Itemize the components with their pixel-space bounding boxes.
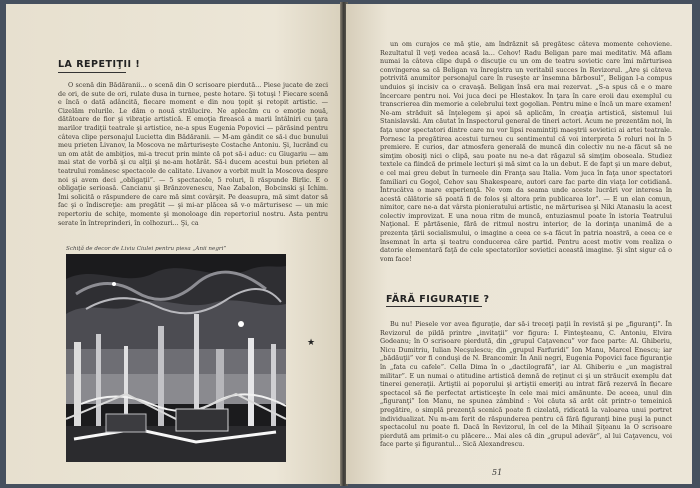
- right-body-text-bottom: [380, 320, 672, 452]
- page-number: 51: [492, 468, 503, 477]
- left-body-text: [58, 81, 328, 244]
- illustration-caption: Schiţă de decor de Liviu Ciulei pentru piesa „Anii negri”: [66, 246, 227, 252]
- right-body-text-top: [380, 40, 672, 272]
- right-body-paragraph-bottom: Bu nu! Piesele vor avea figuraţie, dar să-i treceţi paţii în revistă şi pe „figuranţi”. În Revizorul de pildă printre „invitaţii” vor figura: I. Finteşteanu, C. Antoniu, Elvira Godeanu; în O scrisoare pierdută, din „grupul Caţavencu” vor face parte: Al. Ghiberiu, Nicu Dumitriu, Iulian Necşulescu; din „grupul Farfuridi” Ion Manu, Marcel Enescu; iar „bădăuţii” vor fi conduşi de N. Brancomir. În Anii negri, Eugenia Popovici face figuranţie în „fata cu cafele”. Cella Dima în o „dactilografă”, iar Al. Ghiberiu e „un magistral militar”. E un numai o atitudine artistică demnă de reţinut ci şi un străucit exemplu dat tinerei generaţii. Artiştii ai poporului şi artiştii emeriţi au intrat fără rezervă în fiecare spectacol să fie perfectat artisticeşte în cele mai mici amănunte. De aceea, unul din „figuranţi” Ion Manu, ne spunea zâmbind : Voi căuta să arăt cât printr-o temeinică pregătire, o simplă prezenţă scenică poate fi cizelată, ridicată la valoarea unui portret individualizat. Nu m-am ferit de răspunderea pentru că fără figuranţi bine puşi la punct spectacolul nu poate fi. Dacă în Revizorul, în cel de la Mihail Şiţeanu la O scrisoare pierdută am primit-o cu plăcere... Mai ales că din „grupul adevăr”, al lui Caţavencu, voi face parte şi figurantul... Sică Alexandrescu.: [380, 320, 672, 449]
- right-body-paragraph-top: un om curajos ce mă ştie, am îndrăznit să pregătesc câteva momente cehoviene. Rezultatul îl veţi vedea acasă la... Cehov! Radu Beligan pare mai meditativ. Mă aflam numai la câteva clipe după o discuţie cu un om de teatru sovietic care îmi mărturisea convingerea sa că Beligan va înregistra un veritabil succes în Revizorul. „Are şi câteva potrivită anumitor personajul care în ruseşte ar însemna bărbosul”, Beligan l-a compus unduios şi incisiv ca o cravaşă. Beligan însă era mai rezervat. „S-a spus că e o mare încercare pentru noi. Voi juca deci pe Hlestakov. În ţara în care eroii dau exemplul cu transcrierea din memorie a celebrului text gogolian. Pentru mine e încă un mare examen! Ne-am străduit să înţelegem şi apoi să aplicăm, în creaţia artistică, sistemul lui Stanislavski. Am căutat în Inspectorul general de tineri actori. Acum ne prezentăm noi, în faţa unor spectatori dintre care nu vor lipsi reamintiţi maeştrii sovietici ai artei teatrale. Pornesc la pregătirea acestui turneu cu sentimentul că voi interpreta 5 roluri noi în 5 premiere. E curios, dar atmosfera generală de muncă din colectiv nu ne-a făcut să ne simţim obosiţi nici o clipă, sau poate nu ne-a dat răgazul să simţim oboseala. Studiez textele ca fiindcă de primele lecturi şi mă simt ca la un debut. E de fapt şi un mare debut, e cel mai greu debut în turneele din Franţa sau Italia. Vom juca în faţa unor spectatori familiari cu Gogol, Cehov sau Shakespeare, autori care fac parte din viaţa lor cotidiană. Întrucâtva o mare experienţă. Ne vom da seama unde aceste lucrări vor interesa în acestă călătorie să poată fi de folos şi altora prin publicarea lor”. — E un elan comun, nimitor, care ne-a dat vârsta pionieratului artistic, ne mărturisea şi Niki Atanasiu la acest colectiv improvizat. E una noua ritm de muncă, entuziasmul poate în istoria Teatrului Naţional. E părtăsenie, fără de ritmul nostru interior, de la dorinţa unanimă de a prezenta ţării socialismului, o imagine a ceea ce s-a făcut în patria noastră, a ceea ce e însemnat în arta şi teatru conducerea căre partid. Pentru acest motiv vom realiza o datorie elementară faţă de cele spectatorilor sovietici această imagine. Şi sînt sigur că o vom face!: [380, 40, 672, 263]
- folio-star: ★: [307, 338, 316, 348]
- left-heading: LA REPETIŢII !: [58, 59, 141, 70]
- right-heading-underline: [386, 306, 482, 307]
- right-heading: FĂRĂ FIGURAŢIE ?: [386, 294, 490, 305]
- left-heading-underline: [58, 72, 126, 73]
- left-body-paragraph: O scenă din Bădăranii... o scenă din O scrisoare pierdută... Piese jucate de zeci de ori, de sute de ori, rulate dusa in turnee, peste hotare. Şi totuşi ! Fiecare scenă e încă o dată adâncită, fiecare moment e din nou ţopit şi retopit artistic. — Cizelăm rolurile. Le dăm o nouă strălucire. Ne aplecăm cu o emoţie nouă, dătătoare de fior şi vibraţie artistică. E emoţia firească a marii întâlniri cu ţara marilor tradiţii teatrale şi artistice, ne-a spus Eugenia Popovici — părăsind pentru câteva clipe personajul Lucietta din Bădăranii. — M-am gândit ce să-i duc bunului meu prieten Livanov, la Moscova ne mărturisește Costache Antoniu. Şi, lucrând cu un om atât de ambiţios, mi-a trecut prin minte că pot să-i aduc: cu Giugariu — am mai stat de vorbă şi cu alţii şi ne-am hotărât. Să-i ducem acestui bun prieten al teatrului românesc spectacole de calitate. Livanov a vorbit mult la Moscova despre noi şi avem deci „obligaţii”. — 5 spectacole, 5 roluri, îi răspunde Birlic. E o obligaţie serioasă. Cancianu şi Brănzovenescu, Nae Zabalon, Bobcinski şi Ichim. Îmi solicită o răspundere de care mă simt covârşit. Pe deasupra, mă simt dator să fac şi o îndiscreţie: am pregătit — şi mi-ar plăcea să v-o mărturisesc — un mic repertoriu de schiţe, momente şi monoloage din repertoriul nostru. Asta pentru serate în întreprinderi, în colhozuri... Şi, ca: [58, 81, 328, 227]
- left-page: [6, 4, 342, 484]
- stage-set-illustration: [66, 254, 286, 462]
- stage-set-sketch: [66, 254, 286, 462]
- right-page: [346, 4, 692, 484]
